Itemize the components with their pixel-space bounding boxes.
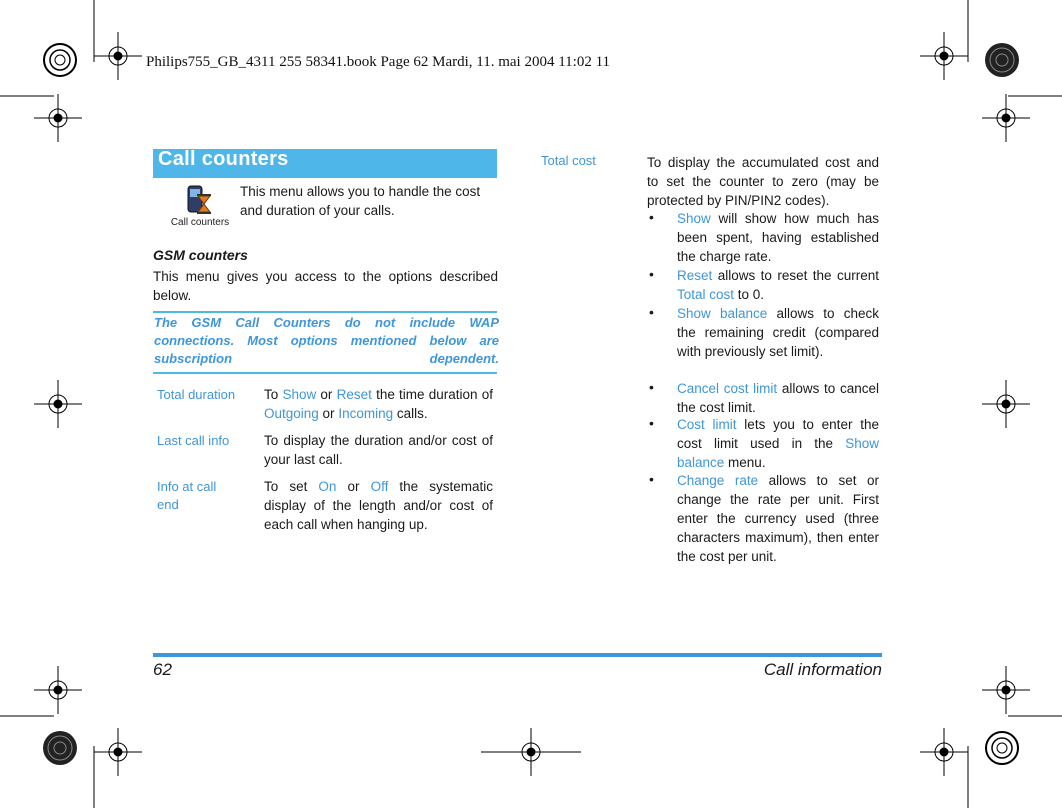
gsm-counters-text: This menu gives you access to the options described below. xyxy=(153,269,498,303)
note-text: The GSM Call Counters do not include WAP connections. Most options mentioned below are subscription dependent. xyxy=(154,315,499,366)
bullet-show-balance: Show balance allows to check the remaining credit (compared with previously set limit). xyxy=(677,306,880,359)
row-label-last-call-info: Last call info xyxy=(157,433,230,448)
row-desc-last-call-info: To display the duration and/or cost of your last call. xyxy=(264,433,493,467)
row-desc-total-duration: To Show or Reset the time duration of Outgoing or Incoming calls. xyxy=(264,387,493,421)
bullet-cost-limit: Cost limit lets you to enter the cost limit used in the Show balance menu. xyxy=(677,417,879,470)
file-header: Philips755_GB_4311 255 58341.book Page 62 Mardi, 11. mai 2004 11:02 11 xyxy=(146,54,611,70)
bullet-marker: • xyxy=(649,471,654,487)
bullet-cancel-cost-limit: Cancel cost limit allows to cancel the cost limit. xyxy=(677,381,879,415)
row-label-total-duration: Total duration xyxy=(157,387,236,402)
section-intro: This menu allows you to handle the cost and duration of your calls. xyxy=(240,184,481,218)
bullet-marker: • xyxy=(649,415,654,431)
note-top-rule xyxy=(153,311,497,313)
row-label-total-cost: Total cost xyxy=(541,153,596,168)
section-title: Call counters xyxy=(158,148,289,170)
bullet-marker: • xyxy=(649,209,654,225)
row-label-info-at-call-end: Info at call end xyxy=(157,479,217,512)
row-desc-info-at-call-end: To set On or Off the systematic display of the length and/or cost of each call when hanging up. xyxy=(264,479,493,532)
bullet-change-rate: Change rate allows to set or change the rate per unit. First enter the currency used (three characters maximum), then enter the cost per unit. xyxy=(677,473,879,564)
chapter-title: Call information xyxy=(763,660,882,679)
footer-rule xyxy=(153,653,882,657)
note-bottom-rule xyxy=(153,372,497,374)
gsm-counters-heading: GSM counters xyxy=(153,247,248,263)
page-number: 62 xyxy=(153,660,172,679)
bullet-reset: Reset allows to reset the current Total cost to 0. xyxy=(677,268,879,302)
bullet-marker: • xyxy=(649,304,654,320)
icon-caption: Call counters xyxy=(170,217,230,228)
bullet-marker: • xyxy=(649,266,654,282)
bullet-show: Show will show how much has been spent, having established the charge rate. xyxy=(677,211,879,264)
row-desc-total-cost: To display the accumulated cost and to set the counter to zero (may be protected by PIN/PIN2 codes). xyxy=(647,155,879,208)
bullet-marker: • xyxy=(649,379,654,395)
